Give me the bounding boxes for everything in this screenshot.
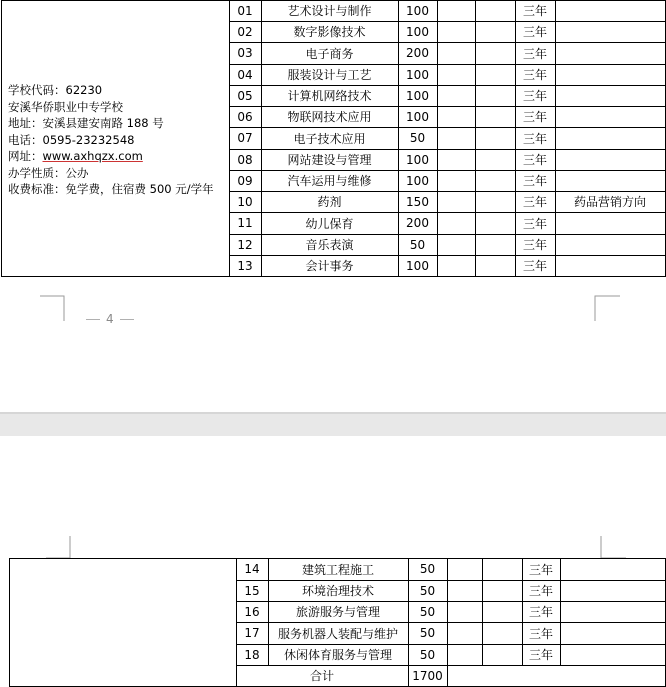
- table-rule: [1, 276, 230, 277]
- table-rule: [9, 558, 237, 559]
- study-years: 三年: [528, 626, 553, 641]
- study-years: 三年: [528, 648, 553, 662]
- page-gap-edge: [0, 412, 666, 414]
- major-name: 服务机器人装配与维护: [277, 626, 398, 641]
- row-number: 18: [244, 647, 260, 662]
- enrollment-plan: 50: [419, 583, 436, 598]
- row-number: 14: [244, 562, 260, 576]
- enrollment-plan: 100: [406, 152, 429, 167]
- page-number: [80, 312, 140, 326]
- study-years: 三年: [522, 238, 547, 252]
- remark: [555, 0, 665, 21]
- major-name: 幼儿保育: [305, 216, 354, 231]
- row-number: 09: [237, 173, 253, 188]
- enrollment-plan: 100: [406, 173, 429, 188]
- enrollment-plan: 100: [406, 3, 429, 18]
- study-years: 三年: [522, 174, 547, 188]
- school-fees: 收费标准：免学费，住宿费 500 元/学年: [8, 182, 214, 196]
- major-name: 建筑工程施工: [301, 562, 374, 577]
- total-label: 合计: [309, 669, 334, 683]
- page-corner-mark-right: [594, 295, 620, 321]
- major-name: 会计事务: [305, 259, 354, 273]
- school-phone: 电话：0595-23232548: [8, 132, 135, 147]
- remark: [555, 234, 665, 255]
- enrollment-plan: 100: [406, 67, 429, 82]
- enrollment-plan: 100: [406, 109, 429, 124]
- table-rule: [437, 0, 438, 277]
- row-number: 10: [237, 194, 253, 209]
- remark: [560, 622, 665, 644]
- major-name: 数字影像技术: [293, 25, 366, 39]
- row-number: 01: [237, 3, 253, 18]
- major-name: 旅游服务与管理: [295, 605, 380, 619]
- total-value: 1700: [412, 668, 443, 683]
- enrollment-plan: 200: [406, 46, 429, 60]
- major-name: 电子商务: [305, 46, 354, 61]
- enrollment-plan: 50: [419, 604, 436, 619]
- study-years: 三年: [522, 153, 547, 167]
- enrollment-plan: 50: [409, 131, 426, 145]
- major-name: 休闲体育服务与管理: [283, 648, 392, 662]
- major-name: 计算机网络技术: [287, 89, 372, 103]
- major-name: 环境治理技术: [301, 584, 374, 598]
- row-number: 06: [237, 109, 253, 124]
- remark: [560, 601, 665, 622]
- study-years: 三年: [522, 89, 547, 103]
- major-name: 音乐表演: [305, 238, 354, 252]
- remark: 药品营销方向: [573, 195, 646, 209]
- page2-corner-mark-right: [600, 536, 626, 560]
- page-corner-mark-left: [40, 295, 66, 321]
- enrollment-table-page-5: [0, 558, 666, 687]
- major-name: 服装设计与工艺: [287, 68, 372, 82]
- study-years: 三年: [522, 195, 547, 209]
- study-years: 三年: [522, 46, 547, 61]
- school-info: [8, 82, 214, 198]
- enrollment-plan: 50: [419, 626, 436, 640]
- row-number: 05: [237, 88, 253, 103]
- remark: [555, 127, 665, 149]
- remark: [555, 106, 665, 127]
- school-website-link[interactable]: www.axhqzx.com: [42, 149, 143, 163]
- remark: [560, 558, 665, 580]
- school-code: 学校代码：62230: [8, 83, 103, 97]
- study-years: 三年: [522, 216, 547, 231]
- remark: [560, 580, 665, 601]
- major-name: 艺术设计与制作: [287, 4, 372, 18]
- remark: [555, 149, 665, 170]
- enrollment-plan: 100: [406, 258, 429, 273]
- study-years: 三年: [522, 4, 547, 18]
- study-years: 三年: [522, 68, 547, 82]
- study-years: 三年: [528, 605, 553, 619]
- enrollment-plan: 50: [419, 647, 436, 662]
- school-address: 地址：安溪县建安南路 188 号: [8, 116, 164, 130]
- table-rule: [475, 0, 476, 277]
- page2-corner-mark-left: [46, 536, 72, 560]
- row-number: 15: [244, 583, 260, 598]
- row-number: 11: [237, 216, 253, 230]
- major-name: 汽车运用与维修: [287, 174, 372, 188]
- study-years: 三年: [528, 562, 553, 577]
- remark: [555, 255, 665, 276]
- table-rule: [482, 558, 483, 666]
- enrollment-plan: 150: [406, 194, 429, 209]
- row-number: 16: [244, 604, 260, 619]
- table-rule: [447, 558, 448, 666]
- enrollment-plan: 50: [419, 562, 436, 576]
- row-number: 13: [237, 258, 253, 273]
- major-name: 物联网技术应用: [287, 110, 372, 124]
- enrollment-table-page-4: [0, 0, 666, 277]
- enrollment-plan: 50: [409, 237, 426, 252]
- remark: [555, 85, 665, 106]
- table-rule: [1, 0, 2, 277]
- remark: [555, 42, 665, 64]
- table-rule: [447, 665, 448, 687]
- row-number: 12: [237, 237, 253, 252]
- row-number: 08: [237, 152, 253, 167]
- remark: [560, 644, 665, 665]
- study-years: 三年: [522, 110, 547, 124]
- remark: [555, 64, 665, 85]
- enrollment-plan: 200: [406, 216, 429, 230]
- study-years: 三年: [528, 584, 553, 598]
- page-gap: [0, 412, 666, 436]
- row-number: 02: [237, 24, 253, 39]
- page-number-text: 4: [106, 312, 114, 326]
- table-rule: [229, 276, 666, 277]
- school-website-label: 网址：: [8, 149, 43, 163]
- table-rule: [1, 0, 230, 1]
- major-name: 药剂: [317, 195, 342, 209]
- remark: [555, 21, 665, 42]
- remark: [555, 212, 665, 234]
- row-number: 04: [237, 67, 253, 82]
- study-years: 三年: [522, 259, 547, 273]
- school-name: 安溪华侨职业中专学校: [8, 99, 123, 114]
- major-name: 网站建设与管理: [287, 153, 372, 167]
- enrollment-plan: 100: [406, 88, 429, 103]
- enrollment-plan: 100: [406, 24, 429, 39]
- study-years: 三年: [522, 131, 547, 146]
- major-name: 电子技术应用: [293, 131, 366, 146]
- study-years: 三年: [522, 25, 547, 39]
- row-number: 03: [237, 46, 253, 60]
- school-website-line: [8, 148, 214, 165]
- remark: [555, 170, 665, 191]
- school-nature: 办学性质：公办: [8, 165, 89, 180]
- row-number: 07: [237, 131, 253, 145]
- table-rule: [9, 558, 10, 687]
- row-number: 17: [244, 626, 260, 640]
